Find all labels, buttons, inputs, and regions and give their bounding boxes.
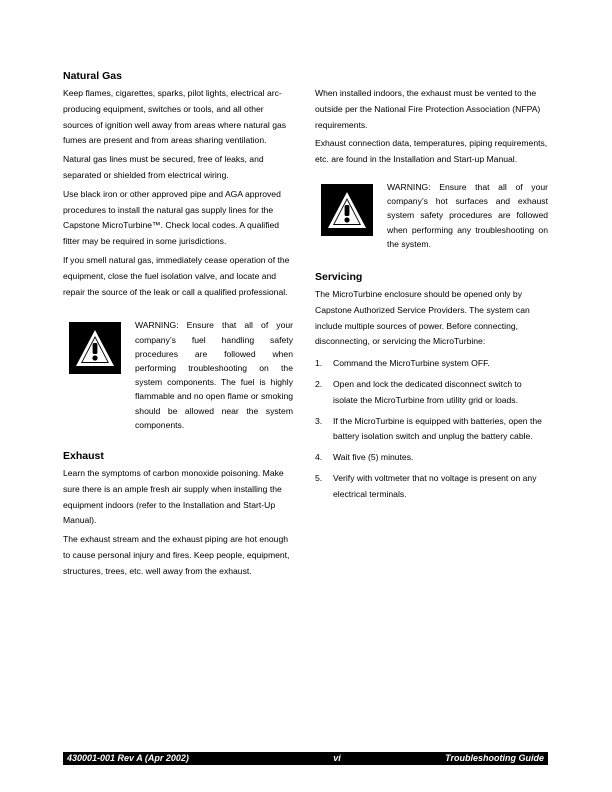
servicing-intro: The MicroTurbine enclosure should be opened only by Capstone Authorized Service Providers. The system can include multiple sources of power. Before connecting, disconnecting, or servicing the MicroTurbine: — [315, 289, 530, 347]
footer-title: Troubleshooting Guide — [445, 753, 544, 763]
step-text: Open and lock the dedicated disconnect switch to isolate the MicroTurbine from utility grid or loads. — [333, 378, 522, 405]
exhaust-continued-section — [315, 86, 548, 251]
exhaust-heading: Exhaust — [63, 449, 104, 462]
exhaust-paragraph-1: Learn the symptoms of carbon monoxide poisoning. Make sure there is an ample fresh air supply when installing the equipment indoors (refer to the Installation and Start-Up Manual). — [63, 467, 284, 526]
list-item — [315, 356, 548, 372]
fuel-warning-box — [63, 318, 293, 432]
natural-gas-paragraph-3: Use black iron or other approved pipe and AGA approved procedures to install the natural gas supply lines for the Capstone MicroTurbine™. Check local codes. A qualified fitter may be required in some jurisdictions. — [63, 188, 281, 247]
fuel-warning-text: WARNING: Ensure that all of your company’s fuel handling safety procedures are followed when performing troubleshooting on the system components. The fuel is highly flammable and no open flame or smoking should be allowed near the system components. — [135, 320, 293, 430]
list-item — [315, 414, 548, 446]
natural-gas-heading: Natural Gas — [63, 70, 122, 82]
natural-gas-paragraph-4: If you smell natural gas, immediately cease operation of the equipment, close the fuel isolation valve, and locate and repair the source of the leak or call a qualified professional. — [63, 254, 290, 297]
step-number: 2. — [315, 378, 323, 389]
step-text: If the MicroTurbine is equipped with batteries, open the battery isolation switch and unplug the battery cable. — [333, 415, 542, 442]
exhaust-paragraph-3: When installed indoors, the exhaust must be vented to the outside per the National Fire Protection Association (NFPA) requirements. — [315, 88, 541, 130]
right-column — [315, 86, 548, 514]
step-text: Command the MicroTurbine system OFF. — [333, 358, 490, 369]
step-number: 1. — [315, 358, 323, 369]
servicing-steps-list — [315, 356, 548, 502]
step-text: Wait five (5) minutes. — [333, 452, 414, 463]
step-number: 3. — [315, 415, 323, 426]
exhaust-paragraph-2: The exhaust stream and the exhaust piping are hot enough to cause personal injury and fires. Keep people, equipment, structures, trees, etc. well away from the exhaust. — [63, 534, 290, 576]
left-column — [63, 70, 293, 591]
natural-gas-paragraph-1: Keep flames, cigarettes, sparks, pilot lights, electrical arc-producing equipment, switches or tools, and all other sources of ignition well away from areas where natural gas fumes are present and from areas sharing ventilation. — [63, 88, 287, 146]
step-number: 4. — [315, 452, 323, 463]
footer-doc-id: 430001-001 Rev A (Apr 2002) — [67, 753, 189, 763]
hot-surfaces-warning-text: WARNING: Ensure that all of your company’s hot surfaces and exhaust system safety procedures are followed when performing any troubleshooting on the system. — [387, 181, 548, 249]
page-footer — [63, 752, 548, 765]
list-item — [315, 450, 548, 466]
exhaust-section — [63, 450, 293, 580]
hot-surfaces-warning-box — [315, 180, 548, 251]
step-text: Verify with voltmeter that no voltage is present on any electrical terminals. — [333, 472, 537, 499]
footer-page-number: vi — [333, 753, 341, 763]
servicing-heading: Servicing — [315, 271, 363, 283]
exhaust-paragraph-4: Exhaust connection data, temperatures, piping requirements, etc. are found in the Installation and Start-up Manual. — [315, 138, 548, 165]
warning-triangle-icon — [321, 184, 373, 236]
list-item — [315, 471, 548, 503]
list-item — [315, 377, 548, 409]
natural-gas-paragraph-2: Natural gas lines must be secured, free of leaks, and separated or shielded from electrical wiring. — [63, 154, 264, 180]
servicing-section — [315, 271, 548, 503]
warning-triangle-icon — [69, 322, 121, 374]
natural-gas-section — [63, 70, 293, 432]
step-number: 5. — [315, 472, 323, 483]
